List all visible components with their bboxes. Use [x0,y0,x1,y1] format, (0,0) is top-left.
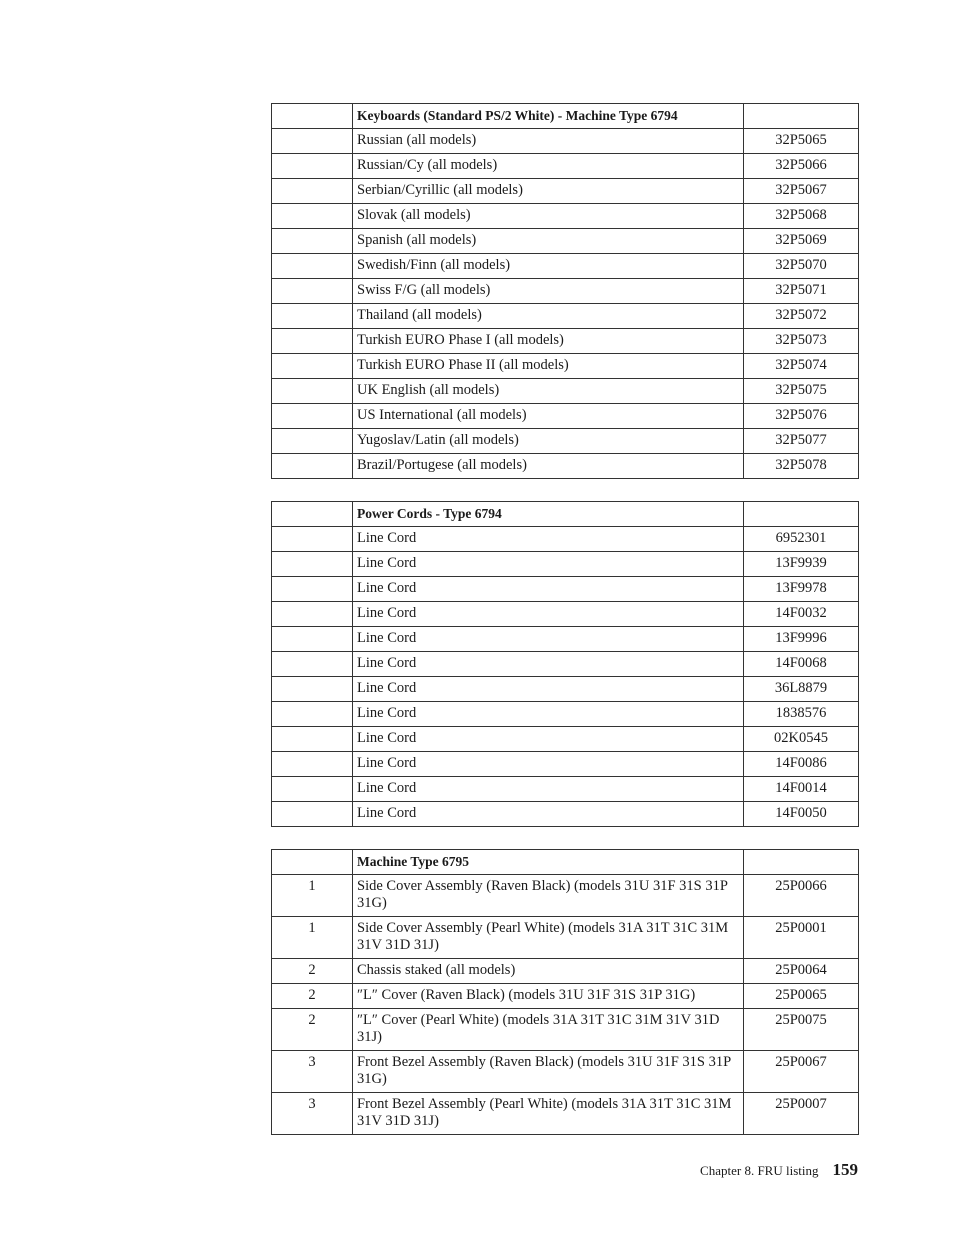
table-row [272,702,859,727]
description-cell: Turkish EURO Phase II (all models) [353,354,744,379]
table-row [272,552,859,577]
index-cell [272,454,353,479]
table-row [272,154,859,179]
table-row [272,1051,859,1093]
description-cell: Russian/Cy (all models) [353,154,744,179]
table-row [272,802,859,827]
index-cell [272,702,353,727]
table-row [272,329,859,354]
header-index-cell [272,502,353,527]
table-row [272,917,859,959]
table-row [272,304,859,329]
table-row [272,454,859,479]
index-cell [272,602,353,627]
part-number-cell: 32P5066 [744,154,859,179]
description-cell: Line Cord [353,652,744,677]
part-number-cell: 32P5071 [744,279,859,304]
part-number-cell: 14F0086 [744,752,859,777]
part-number-cell: 32P5078 [744,454,859,479]
table-row [272,429,859,454]
header-index-cell [272,850,353,875]
table-row [272,279,859,304]
index-cell [272,777,353,802]
index-cell [272,229,353,254]
description-cell: Turkish EURO Phase I (all models) [353,329,744,354]
part-number-cell: 32P5072 [744,304,859,329]
description-cell: Front Bezel Assembly (Pearl White) (models 31A 31T 31C 31M 31V 31D 31J) [353,1093,744,1135]
index-cell [272,279,353,304]
table-row [272,752,859,777]
description-cell: Thailand (all models) [353,304,744,329]
description-cell: Slovak (all models) [353,204,744,229]
table-row [272,652,859,677]
description-cell: Swiss F/G (all models) [353,279,744,304]
table-header-row [272,104,859,129]
table-row [272,727,859,752]
table-title: Keyboards (Standard PS/2 White) - Machine Type 6794 [353,104,744,129]
part-number-cell: 32P5077 [744,429,859,454]
part-number-cell: 13F9996 [744,627,859,652]
description-cell: UK English (all models) [353,379,744,404]
index-cell [272,429,353,454]
part-number-cell: 25P0064 [744,959,859,984]
index-cell [272,752,353,777]
table-row [272,959,859,984]
index-cell: 3 [272,1093,353,1135]
description-cell: Yugoslav/Latin (all models) [353,429,744,454]
index-cell [272,354,353,379]
description-cell: Side Cover Assembly (Pearl White) (models 31A 31T 31C 31M 31V 31D 31J) [353,917,744,959]
part-number-cell: 14F0032 [744,602,859,627]
index-cell [272,379,353,404]
part-number-cell: 32P5075 [744,379,859,404]
index-cell [272,552,353,577]
part-number-cell: 25P0066 [744,875,859,917]
part-number-cell: 32P5073 [744,329,859,354]
index-cell [272,329,353,354]
description-cell: Line Cord [353,602,744,627]
page-footer [700,1160,858,1180]
index-cell [272,527,353,552]
index-cell [272,577,353,602]
description-cell: Line Cord [353,527,744,552]
table-row [272,602,859,627]
part-number-cell: 32P5076 [744,404,859,429]
part-number-cell: 25P0065 [744,984,859,1009]
part-number-cell: 32P5065 [744,129,859,154]
description-cell: Chassis staked (all models) [353,959,744,984]
table-row [272,984,859,1009]
description-cell: Line Cord [353,577,744,602]
index-cell: 1 [272,875,353,917]
table-header-row [272,850,859,875]
part-number-cell: 02K0545 [744,727,859,752]
table-title: Machine Type 6795 [353,850,744,875]
index-cell [272,802,353,827]
index-cell: 2 [272,959,353,984]
chapter-label: Chapter 8. FRU listing [700,1163,819,1178]
index-cell [272,204,353,229]
part-number-cell: 32P5070 [744,254,859,279]
table-row [272,677,859,702]
index-cell [272,154,353,179]
header-part-number-cell [744,850,859,875]
table-row [272,1009,859,1051]
index-cell: 2 [272,1009,353,1051]
index-cell: 2 [272,984,353,1009]
index-cell [272,677,353,702]
index-cell [272,727,353,752]
machine-type-6795-fru-table [271,849,859,1135]
table-row [272,1093,859,1135]
table-row [272,254,859,279]
description-cell: Brazil/Portugese (all models) [353,454,744,479]
table-row [272,379,859,404]
part-number-cell: 6952301 [744,527,859,552]
description-cell: Line Cord [353,552,744,577]
part-number-cell: 1838576 [744,702,859,727]
table-row [272,777,859,802]
description-cell: Serbian/Cyrillic (all models) [353,179,744,204]
description-cell: Line Cord [353,627,744,652]
index-cell [272,179,353,204]
description-cell: Russian (all models) [353,129,744,154]
part-number-cell: 32P5069 [744,229,859,254]
keyboards-fru-table [271,103,859,479]
power-cords-fru-table [271,501,859,827]
description-cell: Line Cord [353,677,744,702]
index-cell [272,129,353,154]
part-number-cell: 36L8879 [744,677,859,702]
header-part-number-cell [744,104,859,129]
index-cell [272,254,353,279]
description-cell: Front Bezel Assembly (Raven Black) (models 31U 31F 31S 31P 31G) [353,1051,744,1093]
part-number-cell: 25P0075 [744,1009,859,1051]
index-cell [272,304,353,329]
part-number-cell: 14F0050 [744,802,859,827]
header-part-number-cell [744,502,859,527]
header-index-cell [272,104,353,129]
description-cell: Line Cord [353,802,744,827]
part-number-cell: 14F0068 [744,652,859,677]
part-number-cell: 13F9978 [744,577,859,602]
part-number-cell: 13F9939 [744,552,859,577]
part-number-cell: 14F0014 [744,777,859,802]
part-number-cell: 25P0067 [744,1051,859,1093]
table-row [272,129,859,154]
description-cell: Line Cord [353,727,744,752]
table-row [272,627,859,652]
description-cell: US International (all models) [353,404,744,429]
table-row [272,354,859,379]
description-cell: Swedish/Finn (all models) [353,254,744,279]
table-row [272,577,859,602]
description-cell: Line Cord [353,702,744,727]
description-cell: Line Cord [353,752,744,777]
table-row [272,875,859,917]
part-number-cell: 32P5068 [744,204,859,229]
description-cell: ″L″ Cover (Pearl White) (models 31A 31T 31C 31M 31V 31D 31J) [353,1009,744,1051]
part-number-cell: 32P5067 [744,179,859,204]
table-header-row [272,502,859,527]
part-number-cell: 32P5074 [744,354,859,379]
index-cell [272,652,353,677]
table-row [272,179,859,204]
table-row [272,404,859,429]
description-cell: Line Cord [353,777,744,802]
description-cell: ″L″ Cover (Raven Black) (models 31U 31F 31S 31P 31G) [353,984,744,1009]
index-cell [272,404,353,429]
part-number-cell: 25P0001 [744,917,859,959]
table-row [272,229,859,254]
description-cell: Side Cover Assembly (Raven Black) (models 31U 31F 31S 31P 31G) [353,875,744,917]
table-row [272,527,859,552]
table-row [272,204,859,229]
part-number-cell: 25P0007 [744,1093,859,1135]
index-cell: 1 [272,917,353,959]
index-cell [272,627,353,652]
table-title: Power Cords - Type 6794 [353,502,744,527]
index-cell: 3 [272,1051,353,1093]
page-number: 159 [832,1160,858,1179]
description-cell: Spanish (all models) [353,229,744,254]
